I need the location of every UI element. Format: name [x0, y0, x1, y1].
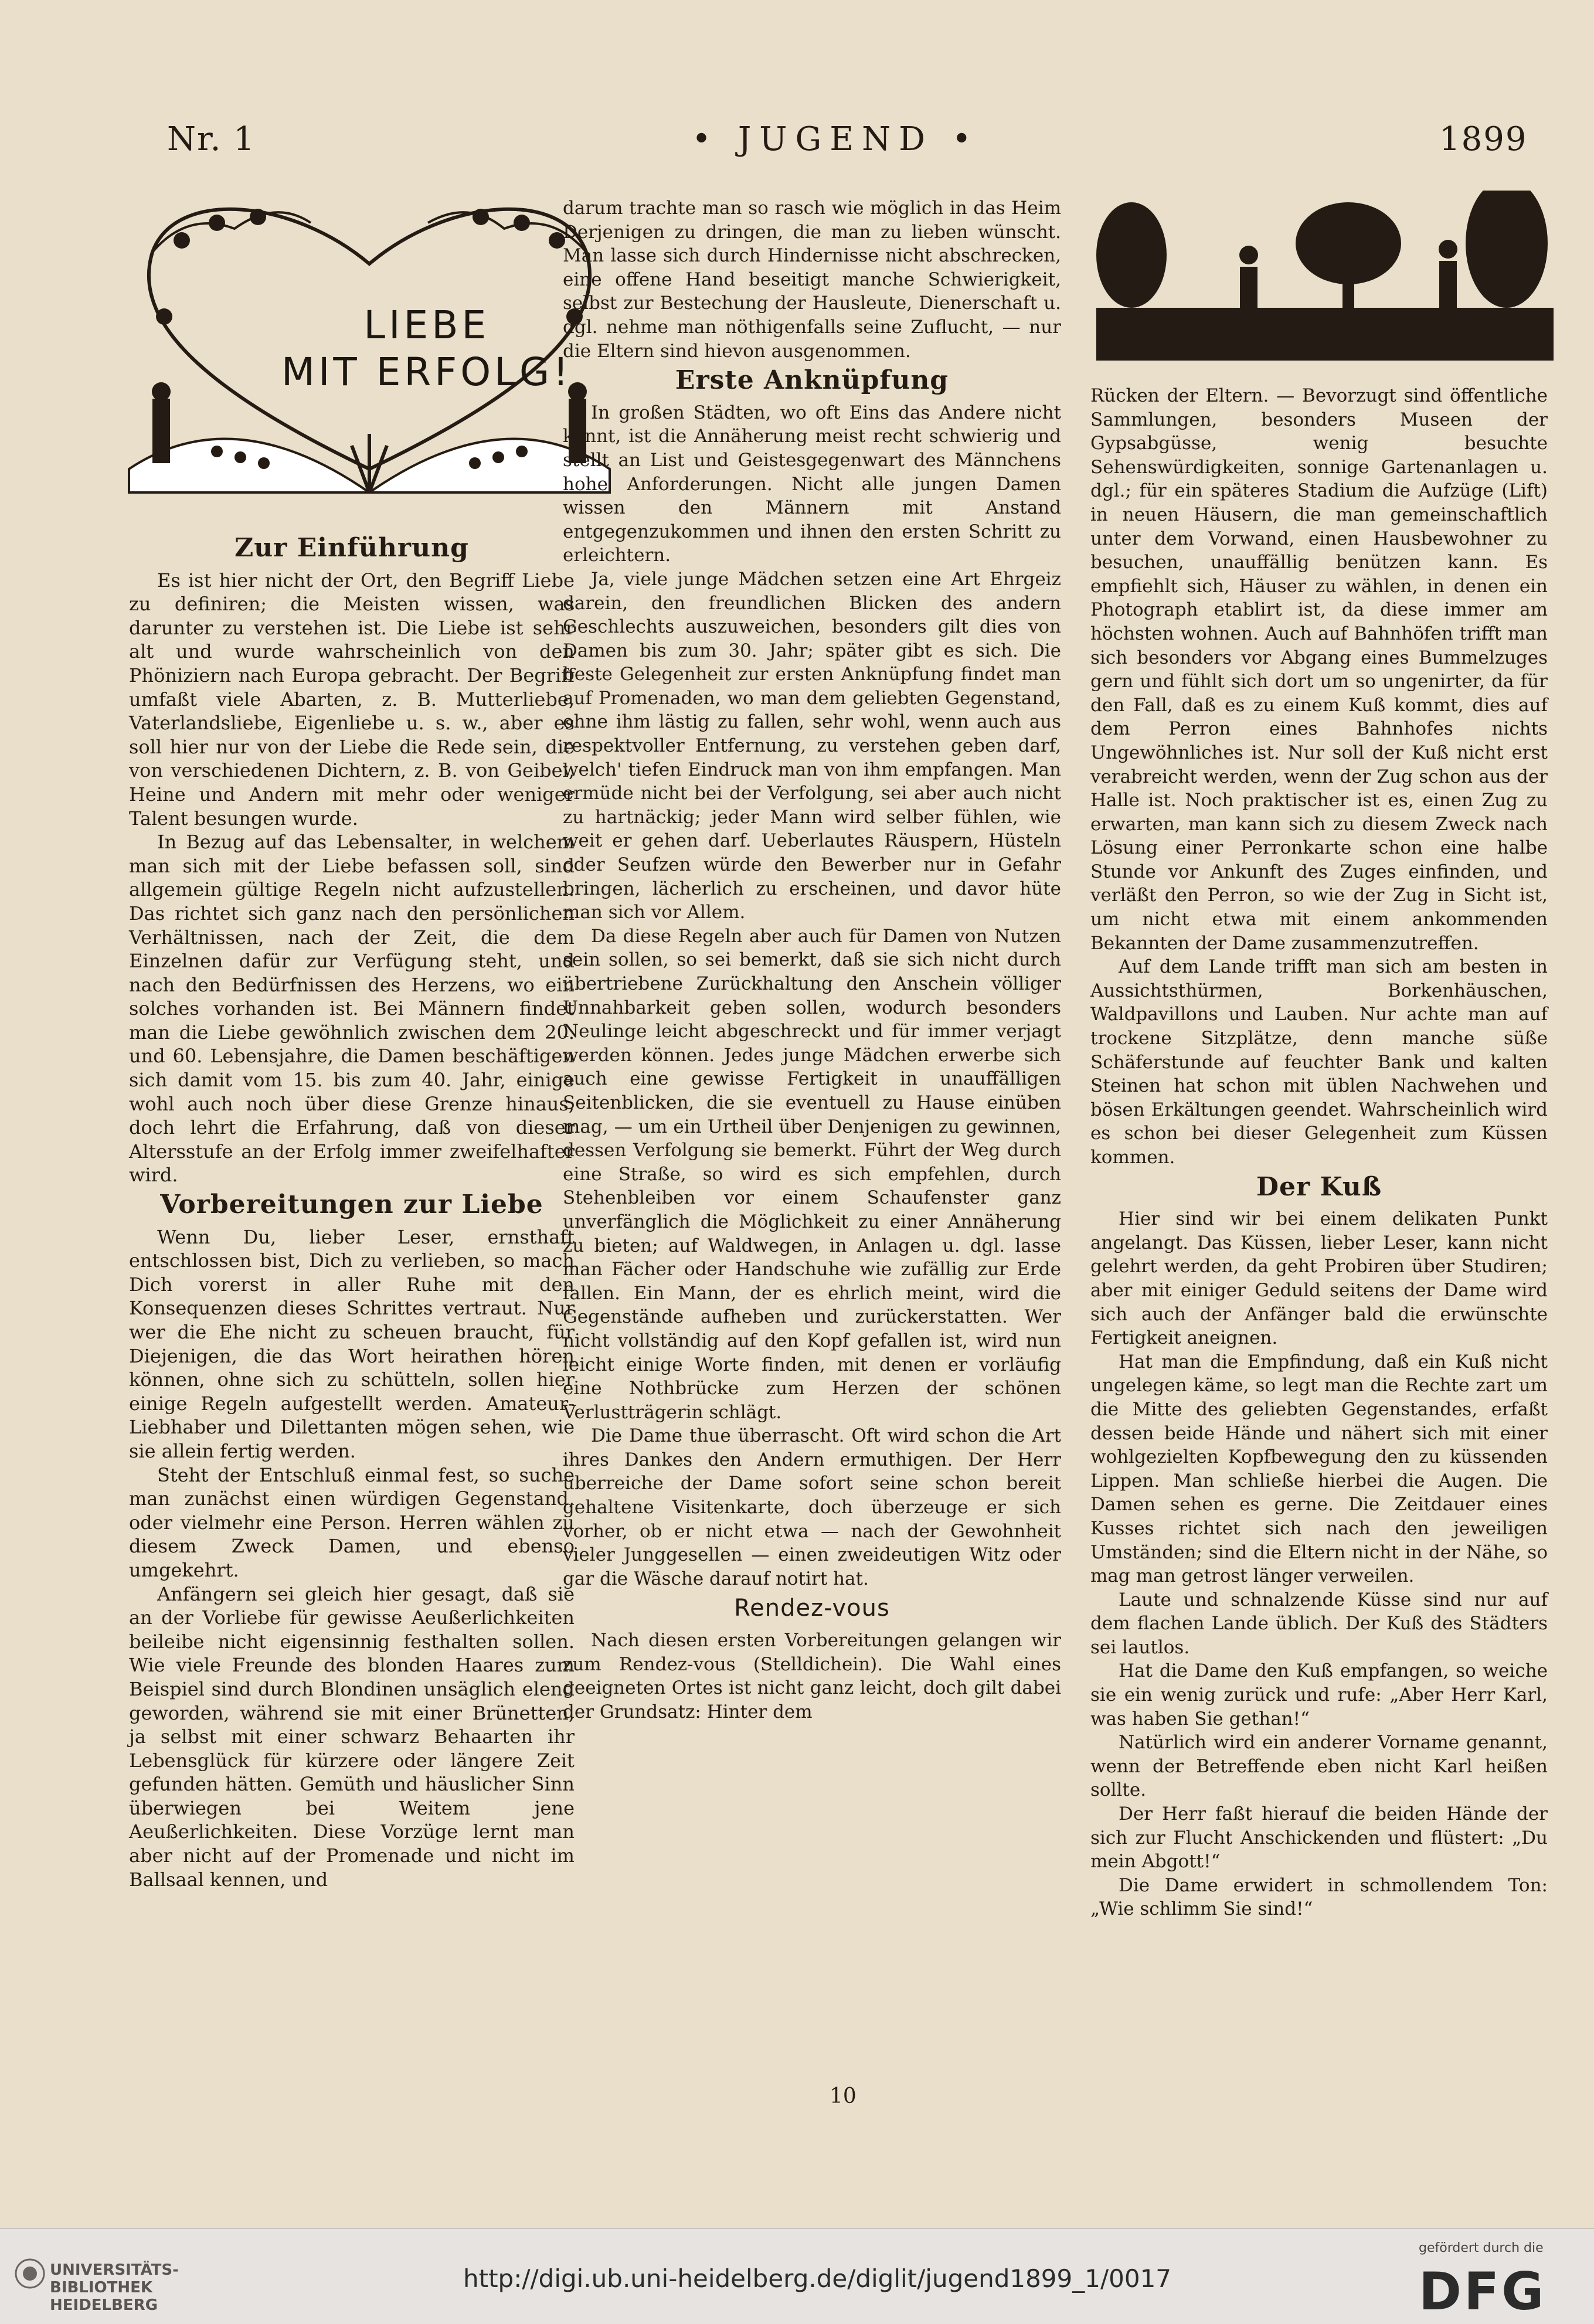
permalink-url[interactable]: http://digi.ub.uni-heidelberg.de/diglit/jugend1899_1/0017	[463, 2264, 1172, 2293]
funding-caption: gefördert durch die	[1419, 2241, 1544, 2255]
paragraph: Hier sind wir bei einem delikaten Punkt angelangt. Das Küssen, lieber Leser, kann nicht gelehrt werden, da geht Probiren über Studiren; aber mit einiger Geduld seitens der Dame wird sich auch der Anfänger bald die erwünschte Fertigkeit aneignen.	[1090, 1208, 1548, 1349]
article-title	[281, 302, 572, 396]
paragraph: Hat man die Empfindung, daß ein Kuß nicht ungelegen käme, so legt man die Rechte zart um die Mitte des geliebten Gegenstandes, erfaßt dessen beide Hände und nähert sich mit einer wohlgezielten Kopfbewegung den zu küssenden Lippen. Man schließe hierbei die Augen. Die Damen sehen es gerne. Die Zeitdauer eines Kusses richtet sich nach den jeweiligen Umständen; sind die Eltern nicht in der Nähe, so mag man getrost länger verweilen.	[1090, 1351, 1548, 1587]
title-line-2: MIT ERFOLG!	[281, 349, 572, 395]
section-heading-first-contact: Erste Anknüpfung	[675, 365, 949, 396]
paragraph: Ja, viele junge Mädchen setzen eine Art Ehrgeiz darein, den freundlichen Blicken des andern Geschlechts auszuweichen, besonders gilt dies von Damen bis zum 30. Jahr; später gibt es sich. Die beste Gelegenheit zur ersten Anknüpfung findet man auf Promenaden, wo man dem geliebten Gegenstand, ohne ihm lästig zu fallen, sehr wohl, wenn auch aus respektvoller Entfernung, zu verstehen geben darf, welch' tiefen Eindruck man von ihm empfangen. Man ermüde nicht bei der Verfolgung, sei aber auch nicht zu hartnäckig; jeder Mann wird selber fühlen, wie weit er gehen darf. Ueberlautes Räuspern, Hüsteln oder Seufzen würde den Bewerber nur in Gefahr bringen, lächerlich zu erscheinen, und davor hüte man sich vor Allem.	[563, 568, 1061, 923]
paragraph: Steht der Entschluß einmal fest, so suche man zunächst einen würdigen Gegenstand, oder vielmehr eine Person. Herren wählen zu diesem Zweck Damen, und ebenso umgekehrt.	[129, 1463, 575, 1581]
paragraph: Laute und schnalzende Küsse sind nur auf dem flachen Lande üblich. Der Kuß des Städters sei lautlos.	[1090, 1589, 1548, 1658]
paragraph: Es ist hier nicht der Ort, den Begriff Liebe zu definiren; die Meisten wissen, was darunter zu verstehen ist. Die Liebe ist sehr alt und wurde wahrscheinlich von den Phöniziern nach Europa gebracht. Der Begriff umfaßt viele Abarten, z. B. Mutterliebe, Vaterlandsliebe, Eigenliebe u. s. w., aber es soll hier nur von der Liebe die Rede sein, die von verschiedenen Dichtern, z. B. von Geibel, Heine und Andern mit mehr oder weniger Talent besungen wurde.	[129, 569, 575, 830]
section-heading-preparations: Vorbereitungen zur Liebe	[160, 1190, 543, 1220]
issue-number: Nr. 1	[167, 120, 256, 158]
paragraph: darum trachte man so rasch wie möglich in das Heim Derjenigen zu dringen, die man zu lieben wünscht. Man lasse sich durch Hindernisse nicht abschrecken, eine offene Hand beseitigt manche Schwierigkeit, selbst zur Bestechung der Hausleute, Dienerschaft u. dgl. nehme man nöthigenfalls seine Zuflucht, — nur die Eltern sind hievon ausgenommen.	[563, 198, 1061, 362]
paragraph: Der Herr faßt hierauf die beiden Hände der sich zur Flucht Anschickenden und flüstert: „Du mein Abgott!“	[1090, 1803, 1548, 1873]
institution-name: UNIVERSITÄTS- BIBLIOTHEK HEIDELBERG	[50, 2261, 179, 2314]
paragraph: Da diese Regeln aber auch für Damen von Nutzen sein sollen, so sei bemerkt, daß sie sich nicht durch übertriebene Zurückhaltung den Anschein völliger Unnahbarkeit geben sollen, wodurch besonders Neulinge leicht abgeschreckt und für immer verjagt werden können. Jedes junge Mädchen erwerbe sich auch eine gewisse Fertigkeit in unauffälligen Seitenblicken, die sie eventuell zu Hause einüben mag, — um ein Urtheil über Denjenigen zu gewinnen, dessen Verfolgung sie bemerkt. Führt der Weg durch eine Straße, so wird es sich empfehlen, durch Stehenbleiben vor einem Schaufenster ganz unverfänglich die Möglichkeit zu einer Annäherung zu bieten; auf Waldwegen, in Anlagen u. dgl. lasse man Fächer oder Handschuhe wie zufällig zur Erde fallen. Ein Mann, der es ehrlich meint, wird die Gegenstände aufheben und zurückerstatten. Wer nicht vollständig auf den Kopf gefallen ist, wird nun leicht einige Worte finden, mit denen er vorläufig eine Nothbrücke zum Herzen der schönen Verlustträgerin schlägt.	[563, 925, 1061, 1423]
paragraph: In Bezug auf das Lebensalter, in welchem man sich mit der Liebe befassen soll, sind allgemein gültige Regeln nicht aufzustellen. Das richtet sich ganz nach den persönlichen Verhältnissen, nach der Zeit, die dem Einzelnen dafür zur Verfügung steht, und nach den Bedürfnissen des Herzens, wo ein solches vorhanden ist. Bei Männern findet man die Liebe gewöhnlich zwischen dem 20. und 60. Lebensjahre, die Damen beschäftigen sich damit vom 15. bis zum 40. Jahr, einige wohl auch noch über diese Grenze hinaus, doch lehrt die Erfahrung, daß von dieser Altersstufe an der Erfolg immer zweifelhafter wird.	[129, 831, 575, 1187]
page-number: 10	[830, 2084, 857, 2108]
paragraph: Rücken der Eltern. — Bevorzugt sind öffentliche Sammlungen, besonders Museen der Gypsabgüsse, wenig besuchte Sehenswürdigkeiten, sonnige Gartenanlagen u. dgl.; für ein späteres Stadium die Aufzüge (Lift) in neuen Häusern, die man gemeinschaftlich unter dem Vorwand, einen Hausbewohner zu besuchen, unauffällig benützen kann. Es empfiehlt sich, Häuser zu wählen, in denen ein Photograph etablirt ist, da diese immer am höchsten wohnen. Auch auf Bahnhöfen trifft man sich besonders vor Abgang eines Bummelzuges gern und fühlt sich dort um so ungenirter, da für den Fall, daß es zu einem Kuß kommt, dies auf dem Perron eines Bahnhofes nichts Ungewöhnliches ist. Nur soll der Kuß nicht erst verabreicht werden, wenn der Zug schon aus der Halle ist. Noch praktischer ist es, einen Zug zu erwarten, man kann sich zu diesem Zweck nach Lösung einer Perronkarte schon eine halbe Stunde vor Ankunft des Zuges einfinden, und verläßt den Perron, so wie der Zug in Sicht ist, um nicht etwa mit einem ankommenden Bekannten der Dame zusammenzutreffen.	[1090, 385, 1548, 954]
paragraph: Hat die Dame den Kuß empfangen, so weiche sie ein wenig zurück und rufe: „Aber Herr Karl, was haben Sie gethan!“	[1090, 1660, 1548, 1730]
paragraph: Wenn Du, lieber Leser, ernsthaft entschlossen bist, Dich zu verlieben, so mach Dich vorerst in aller Ruhe mit den Konsequenzen dieses Schrittes vertraut. Nur wer die Ehe nicht zu scheuen braucht, für Diejenigen, die das Wort heirathen hören können, ohne sich zu schütteln, sollen hier einige Regeln aufgestellt werden. Amateur-Liebhaber und Dilettanten mögen sehen, wie sie allein fertig werden.	[129, 1225, 575, 1462]
year: 1899	[1439, 120, 1528, 158]
column-2	[563, 196, 1061, 1724]
paragraph: In großen Städten, wo oft Eins das Andere nicht kennt, ist die Annäherung meist recht schwierig und stellt an List und Geistesgegenwart des Männchens hohe Anforderungen. Nicht alle jungen Damen wissen den Männern mit Anstand entgegenzukommen und ihnen den ersten Schritt zu erleichtern.	[563, 402, 1061, 566]
university-seal-icon	[15, 2258, 45, 2289]
paragraph: Nach diesen ersten Vorbereitungen gelangen wir zum Rendez-vous (Stelldichein). Die Wahl eines geeigneten Ortes ist nicht ganz leicht, doch gilt dabei der Grundsatz: Hinter dem	[563, 1630, 1061, 1722]
section-heading-rendezvous: Rendez-vous	[734, 1595, 890, 1622]
park-bench-vignette	[1096, 191, 1554, 366]
paragraph: Auf dem Lande trifft man sich am besten in Aussichtsthürmen, Borkenhäuschen, Waldpavillons und Lauben. Nur achte man auf trockene Sitzplätze, denn manche süße Schäferstunde auf feuchter Bank und kalten Steinen hat schon mit üblen Nachwehen und bösen Erkältungen geendet. Wahrscheinlich wird es schon bei dieser Gelegenheit zum Küssen kommen.	[1090, 956, 1548, 1168]
column-3	[1090, 384, 1548, 1921]
paragraph: Die Dame thue überrascht. Oft wird schon die Art ihres Dankes den Andern ermuthigen. Der Herr überreiche der Dame sofort seine schon bereit gehaltene Visitenkarte, doch überzeuge er sich vorher, ob er nicht etwa — nach der Gewohnheit vieler Junggesellen — einen zweideutigen Witz oder gar die Wäsche darauf notirt hat.	[563, 1425, 1061, 1589]
viewer-footer	[0, 2228, 1594, 2324]
section-heading-introduction: Zur Einführung	[234, 533, 469, 563]
paragraph: Die Dame erwidert in schmollendem Ton: „Wie schlimm Sie sind!“	[1090, 1874, 1548, 1920]
paragraph: Natürlich wird ein anderer Vorname genannt, wenn der Betreffende eben nicht Karl heißen sollte.	[1090, 1732, 1548, 1801]
paragraph: Anfängern sei gleich hier gesagt, daß sie an der Vorliebe für gewisse Aeußerlichkeiten beileibe nicht eigensinnig festhalten sollen. Wie viele Freunde des blonden Haares zum Beispiel sind durch Blondinen unsäglich elend geworden, während sie mit einer Brünetten, ja selbst mit einer schwarz Behaarten ihr Lebensglück für kürzere oder längere Zeit gefunden hätten. Gemüth und häuslicher Sinn überwiegen bei Weitem jene Aeußerlichkeiten. Diese Vorzüge lernt man aber nicht auf der Promenade und nicht im Ballsaal kennen, und	[129, 1582, 575, 1891]
journal-title: • JUGEND •	[692, 120, 980, 158]
column-1	[129, 531, 575, 1891]
dfg-logo: DFG	[1419, 2261, 1547, 2322]
section-heading-kiss: Der Kuß	[1256, 1171, 1382, 1202]
title-line-1: LIEBE	[363, 303, 490, 348]
